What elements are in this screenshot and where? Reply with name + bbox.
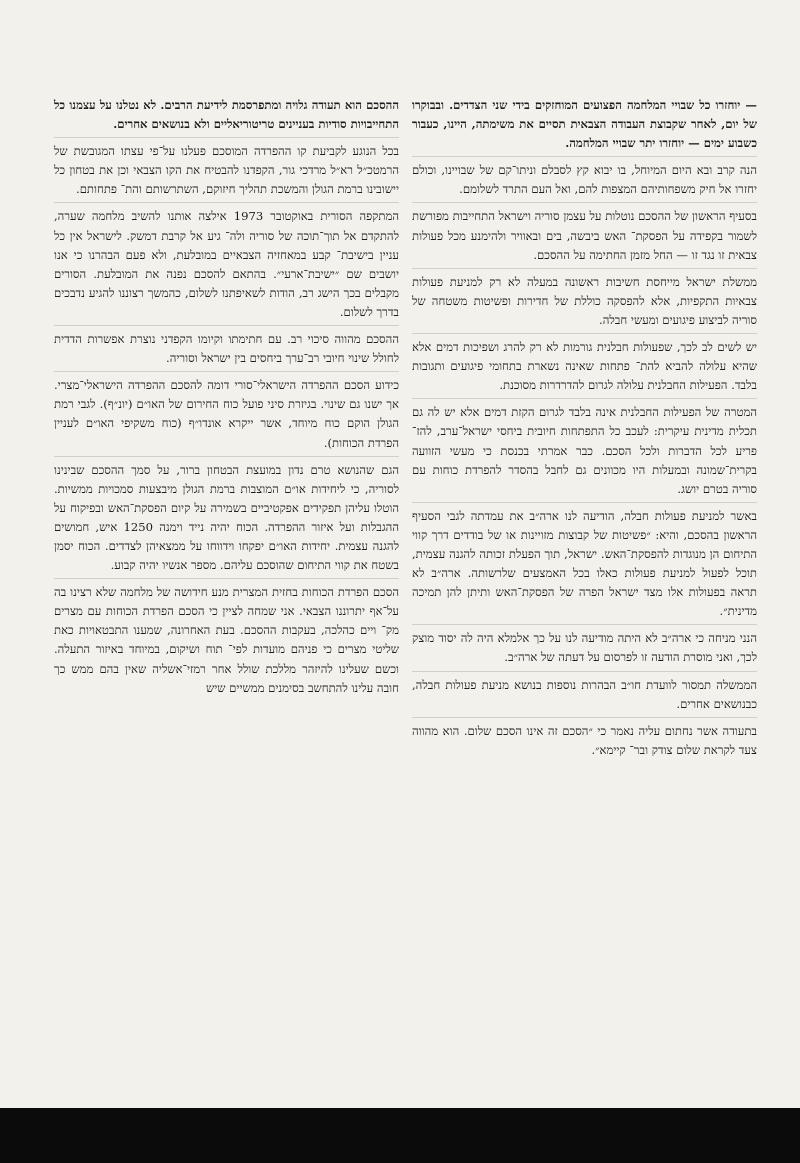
paragraph: הגם שהנושא טרם נדון במועצת הבטחון ברור, על סמך ההסכם שבינינו לסוריה, כי ליחידות או״ם המוצבות ברמת הגולן מיבצעות סמכויות ממשיות. הוטלו עליהן תפקידים אפקטיביים בשמירה על קיום הפסקת־האש ובפיקוח על ההגבלות ועל איזור ההפרדה. הכוח יהיה נייד וימנה 1250 איש, חמושים להגנה עצמית. יחידות האו״ם יפקחו וידווחו על ממצאיהן לצדדים. הכוח יסמן בשטח את קווי התיחום שהוסכם עליהם. מספר אנשיו יהיה קבוע. — [54, 461, 399, 580]
paragraph: הממשלה תמסור לוועדת חו״ב הבהרות נוספות בנושא מניעת פעולות חבלה, כבנושאים אחרים. — [412, 676, 757, 718]
paragraph: המתקפה הסורית באוקטובר 1973 אילצה אותנו להשיב מלחמה שערה, להתקדם אל תוך־תוכה של סוריה ולה־ גיע אל קרבת דמשק. לישראל אין כל עניין בישיבת־ קבע במאחזיה הצבאיים במובלעת, ולא פעם הבהרנו כי אנו יושבים שם ״ישיבת־ארעי״. בהתאם להסכם נפנה את המובלעת. הסורים מקבלים בכך הישג רב, הודות לשאיפתנו לשלום, כהמשך רצוננו להגיע נדבכים בדרך לשלום. — [54, 207, 399, 326]
paragraph: — יוחזרו כל שבויי המלחמה הפצועים המוחזקים בידי שני הצדדים. ובבוקרו של יום, לאחר שקבוצת העבודה הצבאית תסיים את משימתה, היינו, כעבור כשבוע ימים — יוחזרו יתר שבויי המלחמה. — [412, 96, 757, 157]
paragraph: הסכם הפרדת הכוחות בחזית המצרית מנע חידושה של מלחמה שלא רצינו בה על־אף יתרוננו הצבאי. אני שמחה לציין כי הסכם הפרדת הכוחות עם מצרים מק־ ויים כהלכה, בעקבות ההסכם. בעת האחרונה, שמענו התבטאויות כאת שליטי מצרים כי פניהם מועדות לפי־ תוח ושיקום, במיוחד באיזור התעלה. וכשם שעלינו להיזהר מללכת שולל אחר רמזי־אשליה שאין בהם ממש כך חובה עלינו להתחשב בסימנים ממשיים שיש — [54, 585, 399, 695]
paragraph: יש לשים לב לכך, שפעולות חבלנית גורמות לא רק להרג ושפיכות דמים אלא שהיא עלולה להביא להת־ פתחות שאינה נשארת בתחומי פיגועים ותגובות בלבד. הפעילות החבלנית עלולה לגרום להדרדרות מסוכנת. — [412, 338, 757, 399]
scan-bottom-border — [0, 1108, 800, 1163]
paragraph: בסעיף הראשון של ההסכם נוטלות על עצמן סוריה וישראל התחייבות מפורשת לשמור בקפידה על הפסקת־ האש ביבשה, בים ובאוויר ולהימנע מכל פעולות צבאית זו נגד זו — החל מזמן החתימה על ההסכם. — [412, 207, 757, 268]
paragraph: ההסכם מהווה סיכוי רב. עם חתימתו וקיומו הקפדני נוצרת אפשרות הדדית לחולל שינוי חיובי רב־ערך ביחסים בין ישראל וסוריה. — [54, 330, 399, 372]
text-column-right — [412, 96, 757, 767]
paragraph: ההסכם הוא תעודה גלויה ומתפרסמת לידיעת הרבים. לא נטלנו על עצמנו כל התחייבויות סודיות בעניינים טריטוריאליים ולא בנושאים אחרים. — [54, 96, 399, 138]
paragraph: באשר למניעת פעולות חבלה, הודיעה לנו ארה״ב את עמדתה לגבי הסעיף הראשון בהסכם, והיא: ״פשיטות של קבוצות מזויינות או של בודדים דרך קווי התיחום הן מנוגדות להפסקת־האש. ישראל, תוך הפעלת זכותה להגנה עצמית, תוכל לפעול למניעת פעולות כאלו בכל האמצעים שלרשותה. ארה״ב לא תראה בפעולות אלו מצד ישראל הפרה של הפסקת־האש ותיתן להן תמיכה מדינית״. — [412, 507, 757, 626]
paragraph: הנני מניחה כי ארה״ב לא היתה מודיעה לנו על כך אלמלא היה לה יסוד מוצק לכך, ואני מוסרת הודעה זו לפרסום על דעתה של ארה״ב. — [412, 629, 757, 671]
paragraph: המטרה של הפעילות החבלנית אינה בלבד לגרום הקזת דמים אלא יש לה גם תכלית מדינית עיקרית: לעכב כל התפתחות חיובית ביחסי ישראל־ערב, להז־ פריע לכל הדברות ולכל הסכם. כבר אמרתי בכנסת כי מעשי הזוועה בקרית־שמונה ובמעלות היו מכוונים גם לחבל בהסדר להפרדת כוחות עם סוריה בטרם יושג. — [412, 403, 757, 502]
paragraph: בתעודה אשר נחתום עליה נאמר כי ״הסכם זה אינו הסכם שלום. הוא מהווה צעד לקראת שלום צודק ובר־ קיימא״. — [412, 723, 757, 757]
text-column-left — [54, 96, 399, 705]
paragraph: כידוע הסכם ההפרדה הישראלי־סורי דומה להסכם ההפרדה הישראלי־מצרי. אך ישנו גם שינוי. בגיזרת סיני פועל כוח החירום של האו״ם (יונ״ף). לגבי רמת הגולן הוקם כוח מיוחד, אשר ייקרא אונדו״ף (כוח משקיפי האו״ם לעניין הפרדת הכוחות). — [54, 376, 399, 456]
paragraph: בכל הנוגע לקביעת קו ההפרדה המוסכם פעלנו על־פי עצתו המגובשת של הרמטכ״ל רא״ל מרדכי גור, הקפדנו להבטיח את הקו הצבאי וכן את בטחון כל יישובינו ברמת הגולן והמשכת תהליך חיזוקם, השתרשותם והת־ פתחותם. — [54, 142, 399, 203]
paragraph: הנה קרב ובא היום המיוחל, בו יבוא קץ לסבלם וניתו־קם של שבויינו, וכולם יחזרו אל חיק משפחותיהם המצפות להם, ואל העם התרד לשלומם. — [412, 161, 757, 203]
paragraph: ממשלת ישראל מייחסת חשיבות ראשונה במעלה לא רק למניעת פעולות צבאיות התקפיות, אלא להפסקה כוללת של חדירות ופשיטות משטחה של סוריה לביצוע פיגועים ומעשי חבלה. — [412, 273, 757, 334]
